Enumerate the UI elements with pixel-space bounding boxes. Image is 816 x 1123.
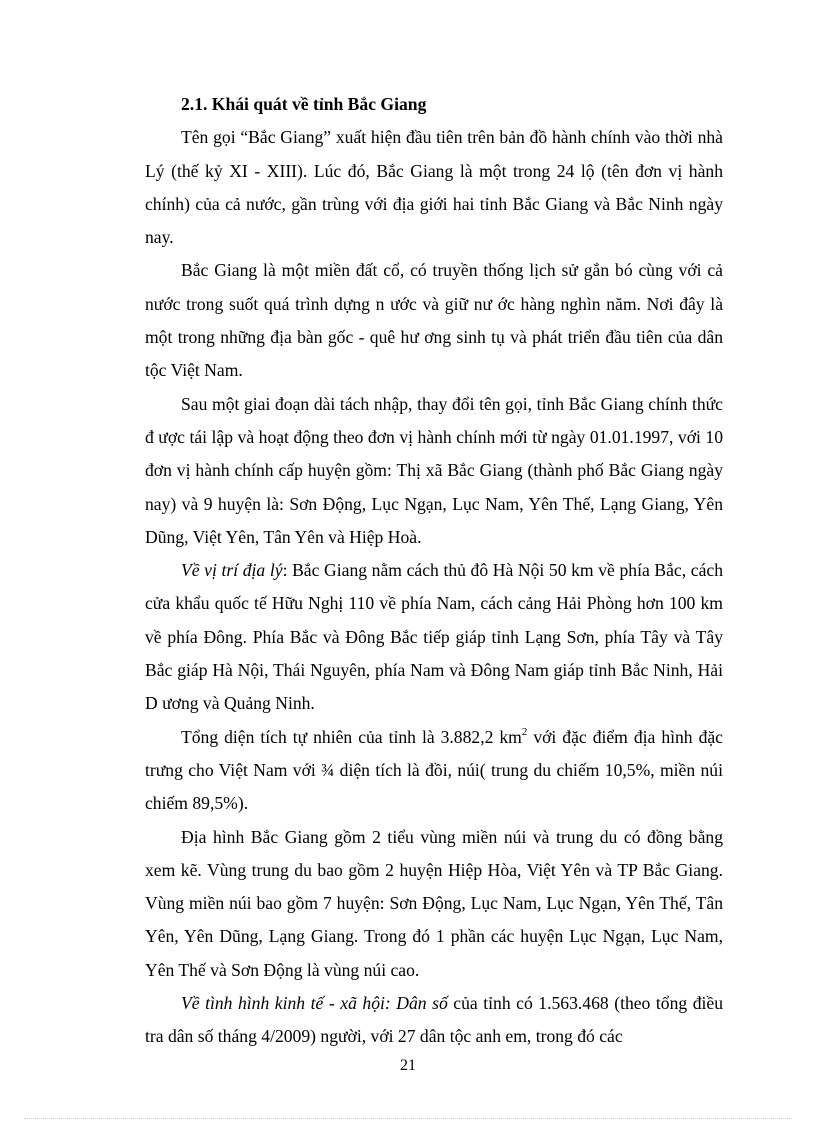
page-number: 21: [400, 1057, 416, 1074]
paragraph-history: Bắc Giang là một miền đất cổ, có truyền thống lịch sử gắn bó cùng với cả nước trong suốt quá trình dựng n ước và giữ nư ớc hàng nghìn năm. Nơi đây là một trong những địa bàn gốc - quê hư ơng sinh tụ và phát triển đầu tiên của dân tộc Việt Nam.: [145, 260, 723, 381]
geography-label: Về vị trí địa lý: [181, 560, 283, 581]
paragraph-terrain: Địa hình Bắc Giang gồm 2 tiểu vùng miền núi và trung du có đồng bằng xem kẽ. Vùng trung du bao gồm 2 huyện Hiệp Hòa, Việt Yên và TP Bắc Giang. Vùng miền núi bao gồm 7 huyện: Sơn Động, Lục Nam, Lục Ngạn, Yên Thế, Tân Yên, Yên Dũng, Lạng Giang. Trong đó 1 phần các huyện Lục Ngạn, Lục Nam, Yên Thế và Sơn Động là vùng núi cao.: [145, 826, 723, 980]
paragraph-administration: Sau một giai đoạn dài tách nhập, thay đổi tên gọi, tỉnh Bắc Giang chính thức đ ược tái lập và hoạt động theo đơn vị hành chính mới từ ngày 01.01.1997, với 10 đơn vị hành chính cấp huyện gồm: Thị xã Bắc Giang (thành phố Bắc Giang ngày nay) và 9 huyện là: Sơn Động, Lục Ngạn, Lục Nam, Yên Thế, Lạng Giang, Yên Dũng, Việt Yên, Tân Yên và Hiệp Hoà.: [145, 393, 723, 547]
paragraph-area: [145, 721, 723, 821]
socioeconomic-text: của tỉnh có 1.563.468 (theo tổng điều tra dân số tháng 4/2009) người, với 27 dân tộc anh em, trong đó các: [145, 993, 723, 1047]
section-heading: 2.1. Khái quát về tỉnh Bắc Giang: [181, 94, 427, 114]
paragraph-socioeconomic: [145, 987, 723, 1054]
area-text-end: với đặc điểm địa hình đặc trưng cho Việt Nam với ¾ diện tích là đồi, núi( trung du chiếm 10,5%, miền núi chiếm 89,5%).: [145, 726, 723, 814]
area-text-start: Tổng diện tích tự nhiên của tỉnh là 3.882,2 km: [181, 726, 522, 747]
paragraph-geography: [145, 554, 723, 720]
socioeconomic-label: Về tình hình kinh tế - xã hội: Dân số: [181, 993, 448, 1014]
page-content: [145, 88, 723, 1054]
paragraph-name-origin: Tên gọi “Bắc Giang” xuất hiện đầu tiên trên bản đồ hành chính vào thời nhà Lý (thế kỷ XI - XIII). Lúc đó, Bắc Giang là một trong 24 lộ (tên đơn vị hành chính) của cả nước, gần trùng với địa giới hai tỉnh Bắc Giang và Bắc Ninh ngày nay.: [145, 127, 723, 248]
page-bottom-divider: [24, 1118, 792, 1119]
area-superscript: 2: [521, 725, 528, 738]
geography-text: : Bắc Giang nằm cách thủ đô Hà Nội 50 km về phía Bắc, cách cửa khẩu quốc tế Hữu Nghị 110 về phía Nam, cách cảng Hải Phòng hơn 100 km về phía Đông. Phía Bắc và Đông Bắc tiếp giáp tỉnh Lạng Sơn, phía Tây và Tây Bắc giáp Hà Nội, Thái Nguyên, phía Nam và Đông Nam giáp tỉnh Bắc Ninh, Hải D ương và Quảng Ninh.: [145, 560, 723, 714]
